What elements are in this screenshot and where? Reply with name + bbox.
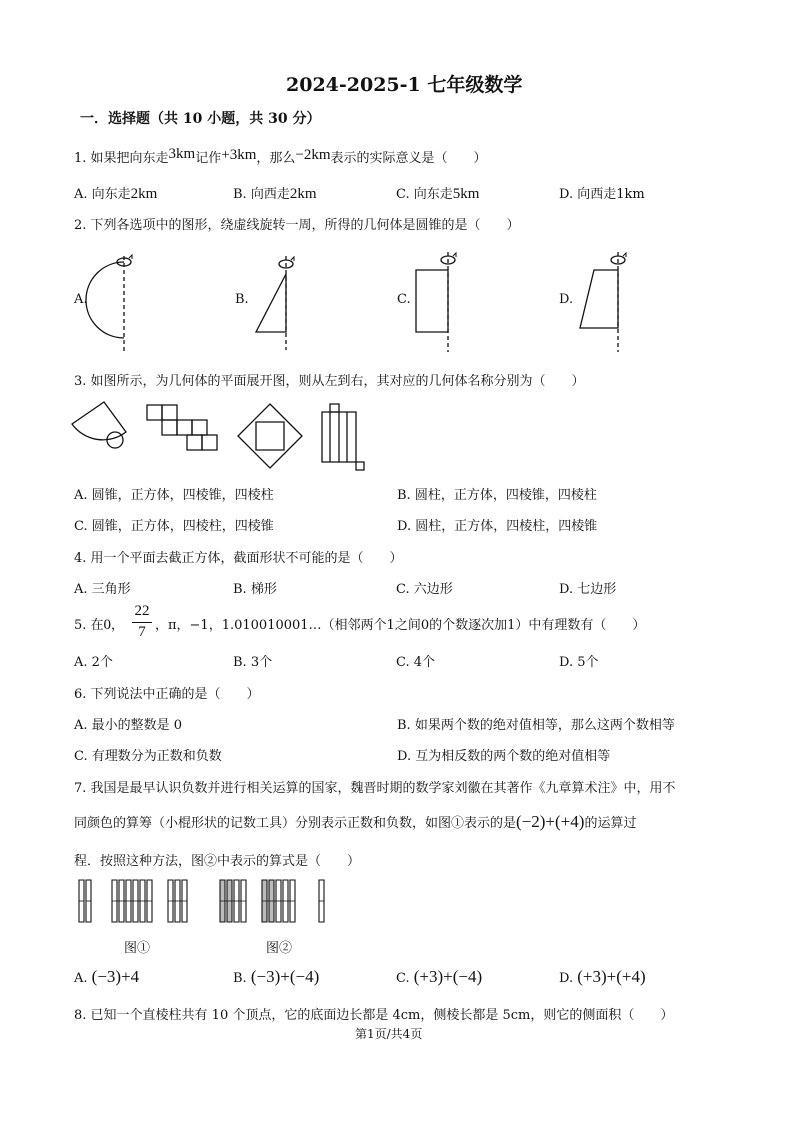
q4-option-a[interactable]: A. 三角形 <box>74 582 131 597</box>
q7-option-c-expression: (+3)+(−4) <box>413 967 483 986</box>
q7-text-b: 的运算过 <box>584 816 637 831</box>
q2-figure-a-semicircle <box>86 255 132 354</box>
question-3-stem: 3. 如图所示，为几何体的平面展开图，则从左到右，其对应的几何体名称分别为（ ） <box>74 374 585 389</box>
question-5-stem-b: ，π，−1，1.010010001…（相邻两个1之间0的个数逐次加1）中有理数有（ ） <box>155 618 646 633</box>
q7-option-a[interactable] <box>74 967 139 987</box>
q4-option-b[interactable]: B. 梯形 <box>233 582 277 597</box>
q7-example-expression: (−2)+(+4) <box>516 812 585 831</box>
question-2-stem: 2. 下列各选项中的图形，绕虚线旋转一周，所得的几何体是圆锥的是（ ） <box>74 218 520 233</box>
q2-option-b-label[interactable]: B. <box>235 292 249 307</box>
q2-figure-d-trapezoid <box>580 252 626 352</box>
q7-option-d[interactable] <box>559 967 646 987</box>
q7-figure-1-caption: 图① <box>124 941 151 956</box>
q6-option-c[interactable]: C. 有理数分为正数和负数 <box>74 749 222 764</box>
q6-option-a[interactable]: A. 最小的整数是 0 <box>74 718 183 733</box>
q1-option-d-label: D. 向西走 <box>559 187 617 202</box>
q1-value-2: +3km <box>221 147 257 163</box>
q2-option-c-label[interactable]: C. <box>397 292 411 307</box>
q4-option-c[interactable]: C. 六边形 <box>396 582 453 597</box>
q2-figure-c-rectangle <box>416 252 456 352</box>
q7-option-d-expression: (+3)+(+4) <box>577 967 646 986</box>
q5-fraction-denominator: 7 <box>138 624 146 640</box>
q1-option-c-value: 5km <box>452 186 480 202</box>
q1-text-c: ，那么 <box>256 151 296 166</box>
q3-option-a[interactable]: A. 圆锥，正方体，四棱锥，四棱柱 <box>74 488 274 503</box>
q3-net-cone <box>72 402 126 448</box>
q1-text-d: 表示的实际意义是（ ） <box>330 151 487 166</box>
q3-net-prism <box>322 404 364 470</box>
q1-value-3: −2km <box>295 147 331 163</box>
question-5-stem-a <box>74 614 124 634</box>
q6-option-d[interactable]: D. 互为相反数的两个数的绝对值相等 <box>397 749 611 764</box>
page-footer: 第1页/共4页 <box>355 1027 423 1041</box>
q1-option-b-label: B. 向西走 <box>233 187 290 202</box>
q2-figure-b-triangle <box>256 256 294 350</box>
q7-option-c[interactable] <box>396 967 482 987</box>
question-7-line-2 <box>74 812 636 832</box>
question-6-stem: 6. 下列说法中正确的是（ ） <box>74 687 260 702</box>
q1-option-a-label: A. 向东走 <box>74 187 131 202</box>
q1-option-d-value: 1km <box>616 187 645 202</box>
question-4-stem: 4. 用一个平面去截正方体，截面形状不可能的是（ ） <box>74 551 403 566</box>
q7-option-a-label: A. <box>74 971 88 986</box>
q5-option-c[interactable]: C. 4个 <box>396 655 436 670</box>
q3-net-pyramid <box>238 404 302 468</box>
q1-option-a-value: 2km <box>130 186 158 202</box>
q5-fraction-bar <box>132 622 152 623</box>
q6-option-b[interactable]: B. 如果两个数的绝对值相等，那么这两个数相等 <box>397 718 675 733</box>
q1-text-b: 记作 <box>195 151 222 166</box>
q7-option-a-expression: (−3)+4 <box>91 967 140 986</box>
q5-fraction-numerator: 22 <box>134 603 150 619</box>
page-title: 2024-2025-1 七年级数学 <box>286 74 523 96</box>
q1-value-1: 3km <box>168 146 196 162</box>
q7-option-d-label: D. <box>559 971 574 986</box>
q1-option-b-value: 2km <box>289 186 317 202</box>
q1-option-c-label: C. 向东走 <box>396 187 453 202</box>
q5-comma: ， <box>111 618 125 633</box>
question-7-line-1: 7. 我国是最早认识负数并进行相关运算的国家，魏晋时期的数学家刘徽在其著作《九章算术注》中，用不 <box>74 781 676 796</box>
q7-text-a: 同颜色的算筹（小棍形状的记数工具）分别表示正数和负数，如图①表示的是 <box>74 816 517 831</box>
q5-option-b[interactable]: B. 3个 <box>233 655 273 670</box>
q5-zero: 0 <box>103 617 112 633</box>
q7-option-b-label: B. <box>233 971 247 986</box>
q3-option-d[interactable]: D. 圆柱，正方体，四棱柱，四棱锥 <box>397 519 598 534</box>
q7-option-b-expression: (−3)+(−4) <box>250 967 320 986</box>
section-heading: 一．选择题（共 10 小题，共 30 分） <box>80 111 321 127</box>
q7-figure-2-caption: 图② <box>266 941 293 956</box>
q5-option-d[interactable]: D. 5个 <box>559 655 599 670</box>
question-8-stem: 8. 已知一个直棱柱共有 10 个顶点，它的底面边长都是 4cm，侧棱长都是 5cm，则它的侧面积（ ） <box>74 1008 674 1023</box>
q4-option-d[interactable]: D. 七边形 <box>559 582 617 597</box>
q3-net-cube <box>147 405 217 450</box>
q7-option-b[interactable] <box>233 967 319 987</box>
q5-option-a[interactable]: A. 2个 <box>74 655 113 670</box>
q7-counting-rods <box>79 880 324 922</box>
q5-text-a: 5. 在 <box>74 618 104 633</box>
question-7-line-3: 程．按照这种方法，图②中表示的算式是（ ） <box>74 854 361 869</box>
q1-text-a: 1. 如果把向东走 <box>74 151 169 166</box>
q3-option-b[interactable]: B. 圆柱，正方体，四棱锥，四棱柱 <box>397 488 597 503</box>
q7-option-c-label: C. <box>396 971 410 986</box>
q2-option-d-label[interactable]: D. <box>559 292 574 307</box>
q2-option-a-label[interactable]: A. <box>74 292 88 307</box>
q3-option-c[interactable]: C. 圆锥，正方体，四棱柱，四棱锥 <box>74 519 274 534</box>
